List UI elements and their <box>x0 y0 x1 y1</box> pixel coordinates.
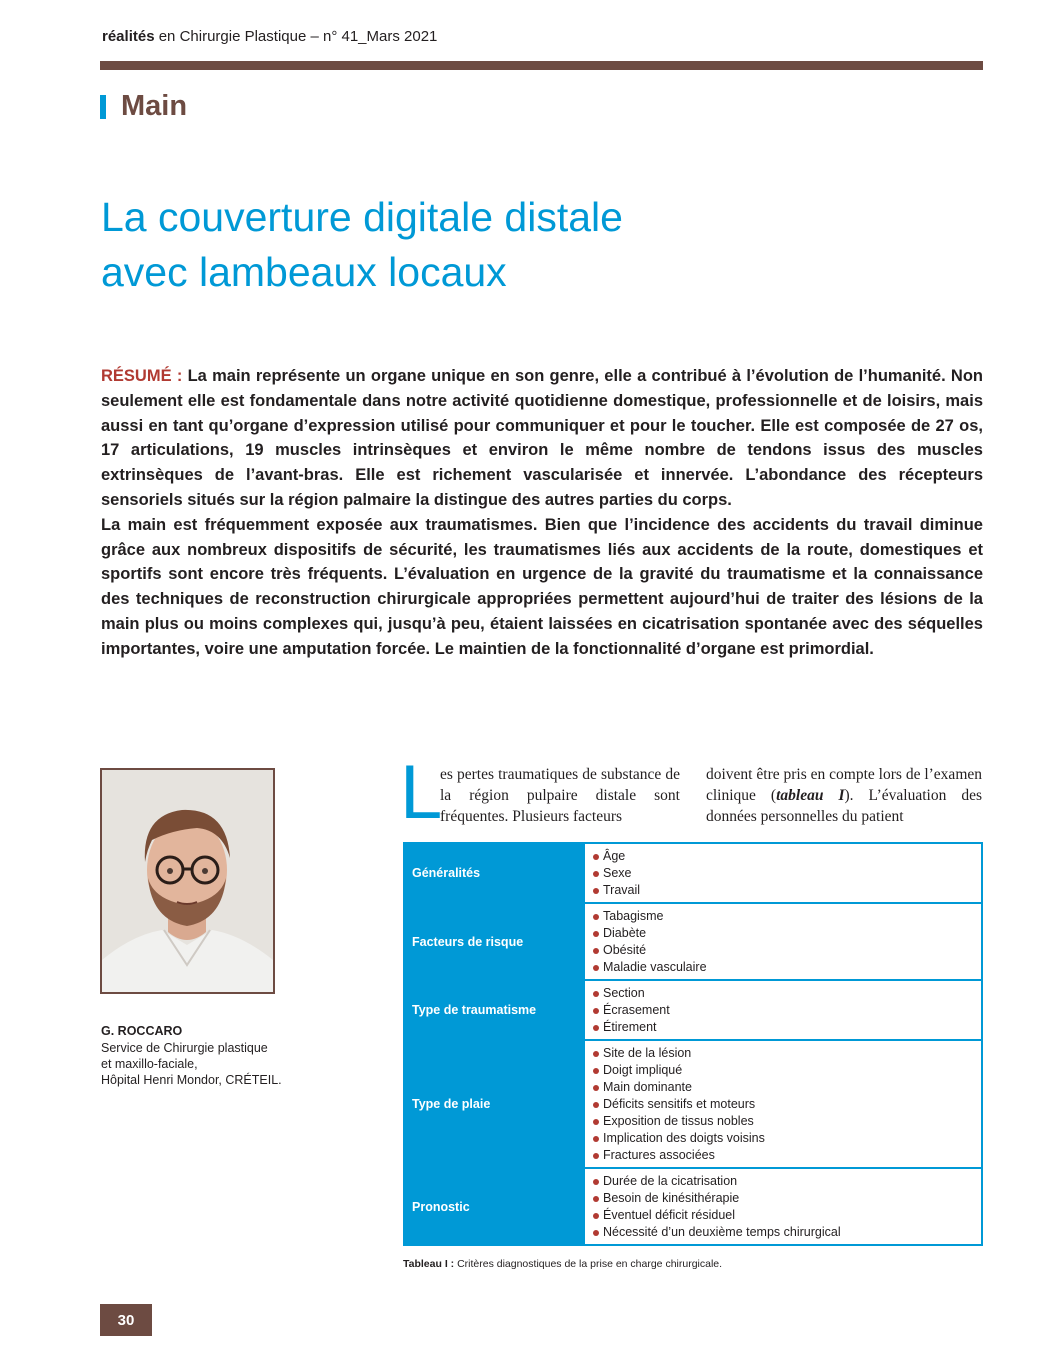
bullet-icon <box>593 1051 599 1057</box>
table-item <box>593 1045 981 1062</box>
bullet-icon <box>593 991 599 997</box>
table-item-text: Exposition de tissus nobles <box>603 1114 754 1128</box>
page-number: 30 <box>100 1304 152 1336</box>
affiliation-line-1: Service de Chirurgie plastique <box>101 1041 268 1055</box>
author-photo <box>100 768 275 994</box>
body-column-1: es pertes traumatiques de substance de la région pulpaire distale sont fréquentes. Plusieurs facteurs <box>440 766 680 825</box>
table-item-text: Fractures associées <box>603 1148 715 1162</box>
table-item-text: Durée de la cicatrisation <box>603 1174 738 1188</box>
title-line-1: La couverture digitale distale <box>101 194 623 240</box>
table-item <box>593 1173 981 1190</box>
bullet-icon <box>593 1025 599 1031</box>
table-item-text: Diabète <box>603 926 647 940</box>
table-item <box>593 882 981 899</box>
table-item <box>593 1147 981 1164</box>
table-item <box>593 908 981 925</box>
table-item <box>593 1062 981 1079</box>
table-item <box>593 1207 981 1224</box>
table-item-text: Écrasement <box>603 1003 670 1017</box>
bullet-icon <box>593 1136 599 1142</box>
table-item <box>593 1130 981 1147</box>
table-caption <box>403 1258 722 1270</box>
table-item <box>593 1019 981 1036</box>
bullet-icon <box>593 1119 599 1125</box>
table-item <box>593 1190 981 1207</box>
bullet-icon <box>593 1213 599 1219</box>
abstract <box>101 364 983 662</box>
article-title <box>101 190 981 300</box>
table-item-text: Travail <box>603 883 641 897</box>
author-affiliation <box>101 1040 301 1088</box>
table-item <box>593 959 981 976</box>
bullet-icon <box>593 1196 599 1202</box>
bullet-icon <box>593 1085 599 1091</box>
table-item-text: Tabagisme <box>603 909 664 923</box>
bullet-icon <box>593 948 599 954</box>
affiliation-line-3: Hôpital Henri Mondor, CRÉTEIL. <box>101 1073 282 1087</box>
caption-text: Critères diagnostiques de la prise en charge chirurgicale. <box>454 1258 723 1270</box>
table-item <box>593 942 981 959</box>
title-line-2: avec lambeaux locaux <box>101 249 507 295</box>
bullet-icon <box>593 1230 599 1236</box>
table-row-items <box>585 1169 981 1244</box>
journal-name: réalités <box>102 28 155 45</box>
body-column-2 <box>706 764 982 827</box>
author-portrait-image <box>102 770 273 992</box>
bullet-icon <box>593 965 599 971</box>
bullet-icon <box>593 1102 599 1108</box>
table-item-text: Sexe <box>603 866 632 880</box>
bullet-icon <box>593 1153 599 1159</box>
bullet-icon <box>593 854 599 860</box>
abstract-paragraph-2: La main est fréquemment exposée aux traumatismes. Bien que l’incidence des accidents du travail diminue grâce aux nombreux dispositifs de sécurité, les traumatismes liés aux accidents de la route, domestiques et sportifs sont encore très fréquents. L’évaluation en urgence de la gravité du traumatisme et la connaissance des techniques de reconstruction chirurgicale appropriées permettent aujourd’hui de traiter des lésions de la main plus ou moins complexes qui, jusqu’à peu, étaient laissées en cicatrisation spontanée avec des séquelles importantes, voire une amputation forcée. Le maintien de la fonctionnalité d’organe est primordial. <box>101 515 983 658</box>
table-item <box>593 1096 981 1113</box>
table-item <box>593 1224 981 1241</box>
table-item <box>593 1113 981 1130</box>
caption-label: Tableau I : <box>403 1258 455 1270</box>
table-item <box>593 848 981 865</box>
criteria-table <box>403 842 983 1246</box>
bullet-icon <box>593 871 599 877</box>
bullet-icon <box>593 1008 599 1014</box>
drop-cap: L <box>400 750 443 835</box>
table-item-text: Éventuel déficit résiduel <box>603 1208 736 1222</box>
abstract-paragraph-1 <box>101 364 983 513</box>
table-row <box>405 1039 981 1167</box>
table-item-text: Étirement <box>603 1020 657 1034</box>
table-row-items <box>585 1041 981 1167</box>
abstract-label: RÉSUMÉ : <box>101 367 183 385</box>
table-row-label: Pronostic <box>405 1169 585 1244</box>
table-item <box>593 985 981 1002</box>
section-marker <box>100 95 106 119</box>
table-item-text: Âge <box>603 849 626 863</box>
table-row <box>405 1167 981 1244</box>
table-row-label: Généralités <box>405 844 585 902</box>
table-item <box>593 925 981 942</box>
bullet-icon <box>593 1068 599 1074</box>
abstract-text-1: La main représente un organe unique en son genre, elle a contribué à l’évolution de l’humanité. Non seulement elle est fondamentale dans notre activité quotidienne domestique, professionnelle et de loisirs, mais aussi en tant qu’organe d’expression utilisé pour communiquer et pour le toucher. Elle est composée de 27 os, 17 articulations, 19 muscles intrinsèques et environ le même nombre de tendons issus des muscles extrinsèques de l’avant-bras. Elle est richement vascularisée et innervée. L’abondance des récepteurs sensoriels situés sur la région palmaire la distingue des autres parties du corps. <box>101 367 984 509</box>
table-item-text: Obésité <box>603 943 647 957</box>
issue-info: en Chirurgie Plastique – n° 41_Mars 2021 <box>154 28 438 45</box>
section-label: Main <box>121 90 188 122</box>
table-item <box>593 1002 981 1019</box>
table-item <box>593 1079 981 1096</box>
bullet-icon <box>593 888 599 894</box>
running-head <box>102 28 437 45</box>
table-row <box>405 844 981 902</box>
affiliation-line-2: et maxillo-faciale, <box>101 1057 198 1071</box>
bullet-icon <box>593 931 599 937</box>
table-item-text: Site de la lésion <box>603 1046 692 1060</box>
table-item-text: Nécessité d’un deuxième temps chirurgical <box>603 1225 841 1239</box>
bullet-icon <box>593 914 599 920</box>
table-row <box>405 902 981 979</box>
table-row-items <box>585 981 981 1039</box>
table-row-items <box>585 844 981 902</box>
table-row-label: Facteurs de risque <box>405 904 585 979</box>
table-item-text: Maladie vasculaire <box>603 960 707 974</box>
table-item-text: Besoin de kinésithérapie <box>603 1191 740 1205</box>
header-rule <box>100 61 983 70</box>
author-name: G. ROCCARO <box>101 1024 183 1038</box>
table-row <box>405 979 981 1039</box>
table-item-text: Section <box>603 986 645 1000</box>
table-item-text: Doigt impliqué <box>603 1063 683 1077</box>
table-row-label: Type de plaie <box>405 1041 585 1167</box>
body-col2-text-a: doivent être pris en compte lors de l’examen clinique ( <box>706 766 982 804</box>
table-item-text: Implication des doigts voisins <box>603 1131 765 1145</box>
table-item-text: Main dominante <box>603 1080 692 1094</box>
table-item-text: Déficits sensitifs et moteurs <box>603 1097 756 1111</box>
table-row-label: Type de traumatisme <box>405 981 585 1039</box>
table-item <box>593 865 981 882</box>
table-row-items <box>585 904 981 979</box>
bullet-icon <box>593 1179 599 1185</box>
body-col2-text-b: ). L’évaluation des données personnelles du patient <box>706 787 982 825</box>
table-reference: tableau I <box>776 787 845 804</box>
